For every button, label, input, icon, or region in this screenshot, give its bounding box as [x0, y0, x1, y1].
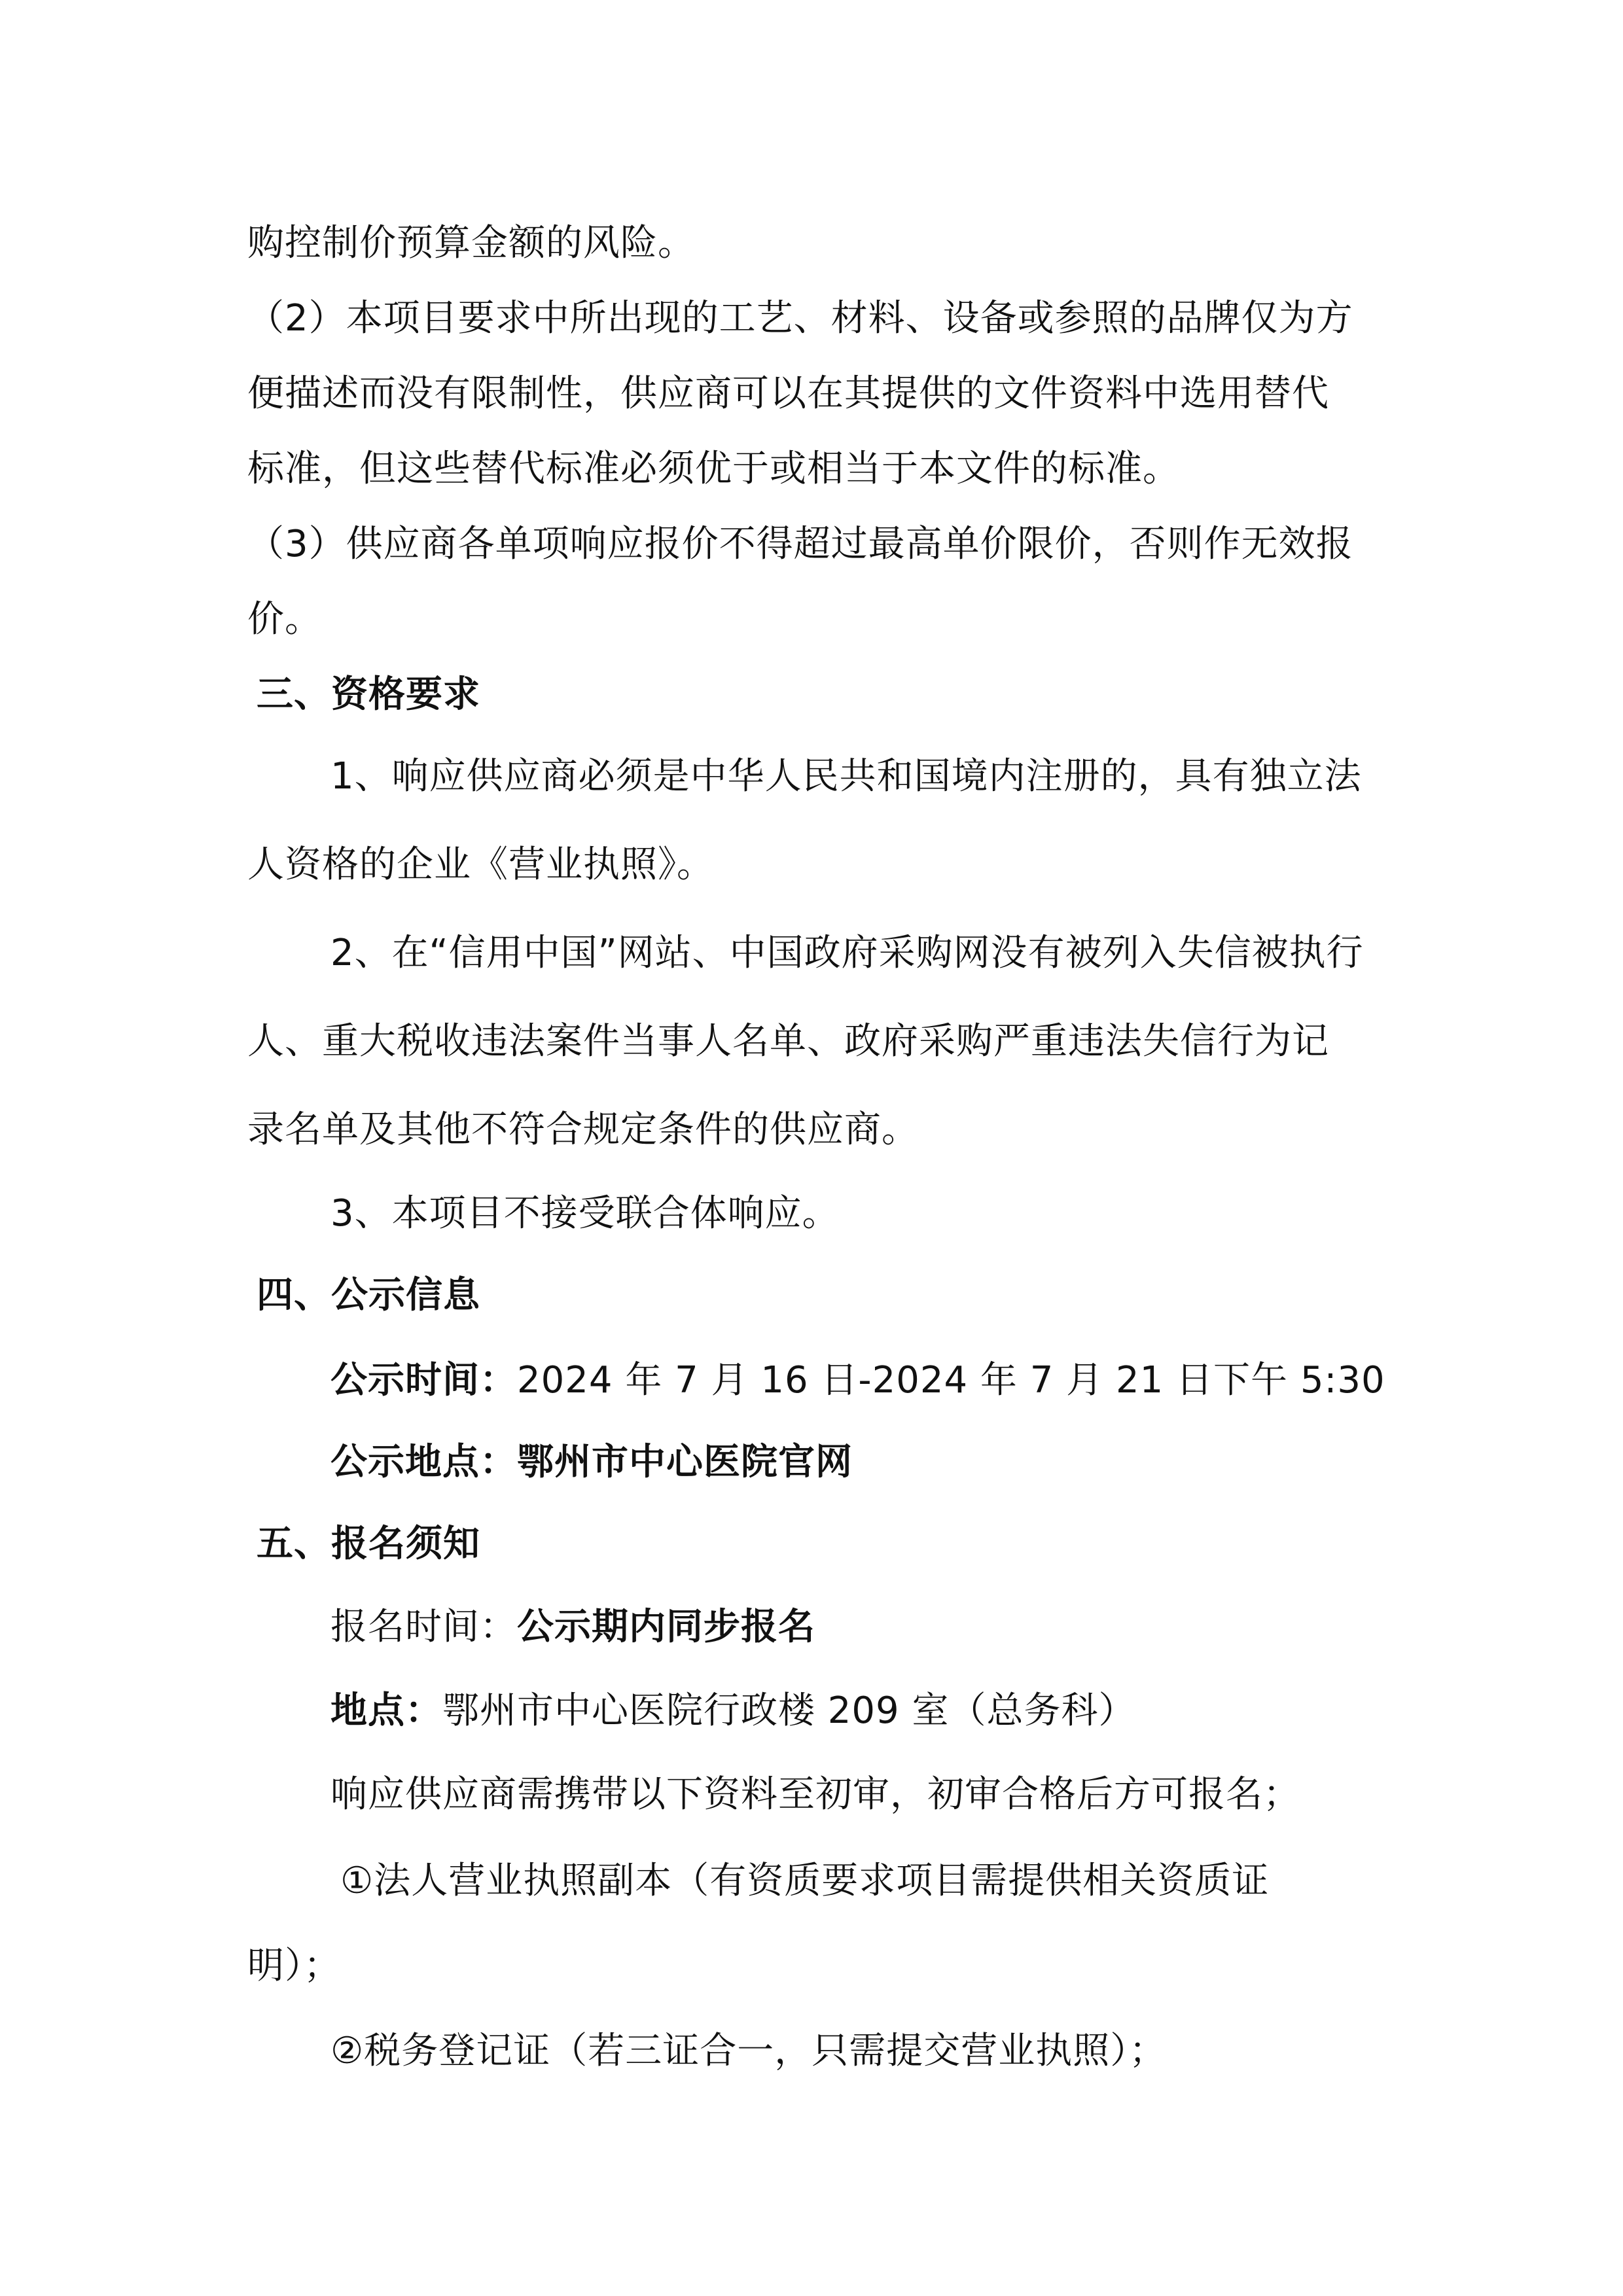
registration-time [330, 1601, 815, 1653]
paragraph-line: （2）本项目要求中所出现的工艺、材料、设备或参照的品牌仅为方 [247, 297, 1353, 340]
announcement-place-value: 鄂州市中心医院官网 [517, 1441, 853, 1483]
qualification-item-1-cont: 人资格的企业《营业执照》。 [247, 843, 714, 886]
paragraph-line: 价。 [247, 598, 322, 641]
registration-item-1: ①法人营业执照副本（有资质要求项目需提供相关资质证 [340, 1860, 1270, 1902]
registration-item-2: ②税务登记证（若三证合一，只需提交营业执照）； [330, 2030, 1167, 2072]
registration-place [330, 1685, 1136, 1737]
registration-time-value: 公示期内同步报名 [517, 1606, 815, 1648]
qualification-item-2: 2、在“信用中国”网站、中国政府采购网没有被列入失信被执行 [330, 932, 1364, 974]
paragraph-line: 购控制价预算金额的风险。 [247, 222, 695, 264]
section-heading-announcement: 四、公示信息 [257, 1274, 480, 1316]
paragraph-line: 标准，但这些替代标准必须优于或相当于本文件的标准。 [247, 448, 1180, 490]
qualification-item-3: 3、本项目不接受联合体响应。 [330, 1192, 840, 1235]
announcement-time [330, 1354, 1385, 1407]
announcement-place [330, 1436, 853, 1489]
section-heading-registration: 五、报名须知 [257, 1523, 480, 1565]
registration-note: 响应供应商需携带以下资料至初审，初审合格后方可报名； [330, 1773, 1300, 1816]
announcement-time-value: 2024 年 7 月 16 日-2024 年 7 月 21 日下午 5:30 [517, 1359, 1385, 1402]
paragraph-line: 便描述而没有限制性，供应商可以在其提供的文件资料中选用替代 [247, 372, 1329, 415]
qualification-item-1: 1、响应供应商必须是中华人民共和国境内注册的，具有独立法 [330, 755, 1362, 798]
registration-place-label: 地点： [330, 1689, 442, 1732]
registration-item-1-cont: 明）； [247, 1945, 341, 1987]
announcement-time-label: 公示时间： [330, 1359, 517, 1402]
paragraph-line: （3）供应商各单项响应报价不得超过最高单价限价，否则作无效报 [247, 523, 1353, 565]
registration-time-label: 报名时间： [330, 1606, 517, 1648]
qualification-item-2-cont: 人、重大税收违法案件当事人名单、政府采购严重违法失信行为记 [247, 1020, 1329, 1063]
announcement-place-label: 公示地点： [330, 1441, 517, 1483]
section-heading-qualifications: 三、资格要求 [257, 673, 480, 716]
qualification-item-2-cont: 录名单及其他不符合规定条件的供应商。 [247, 1108, 919, 1151]
registration-place-value: 鄂州市中心医院行政楼 209 室（总务科） [442, 1689, 1136, 1732]
